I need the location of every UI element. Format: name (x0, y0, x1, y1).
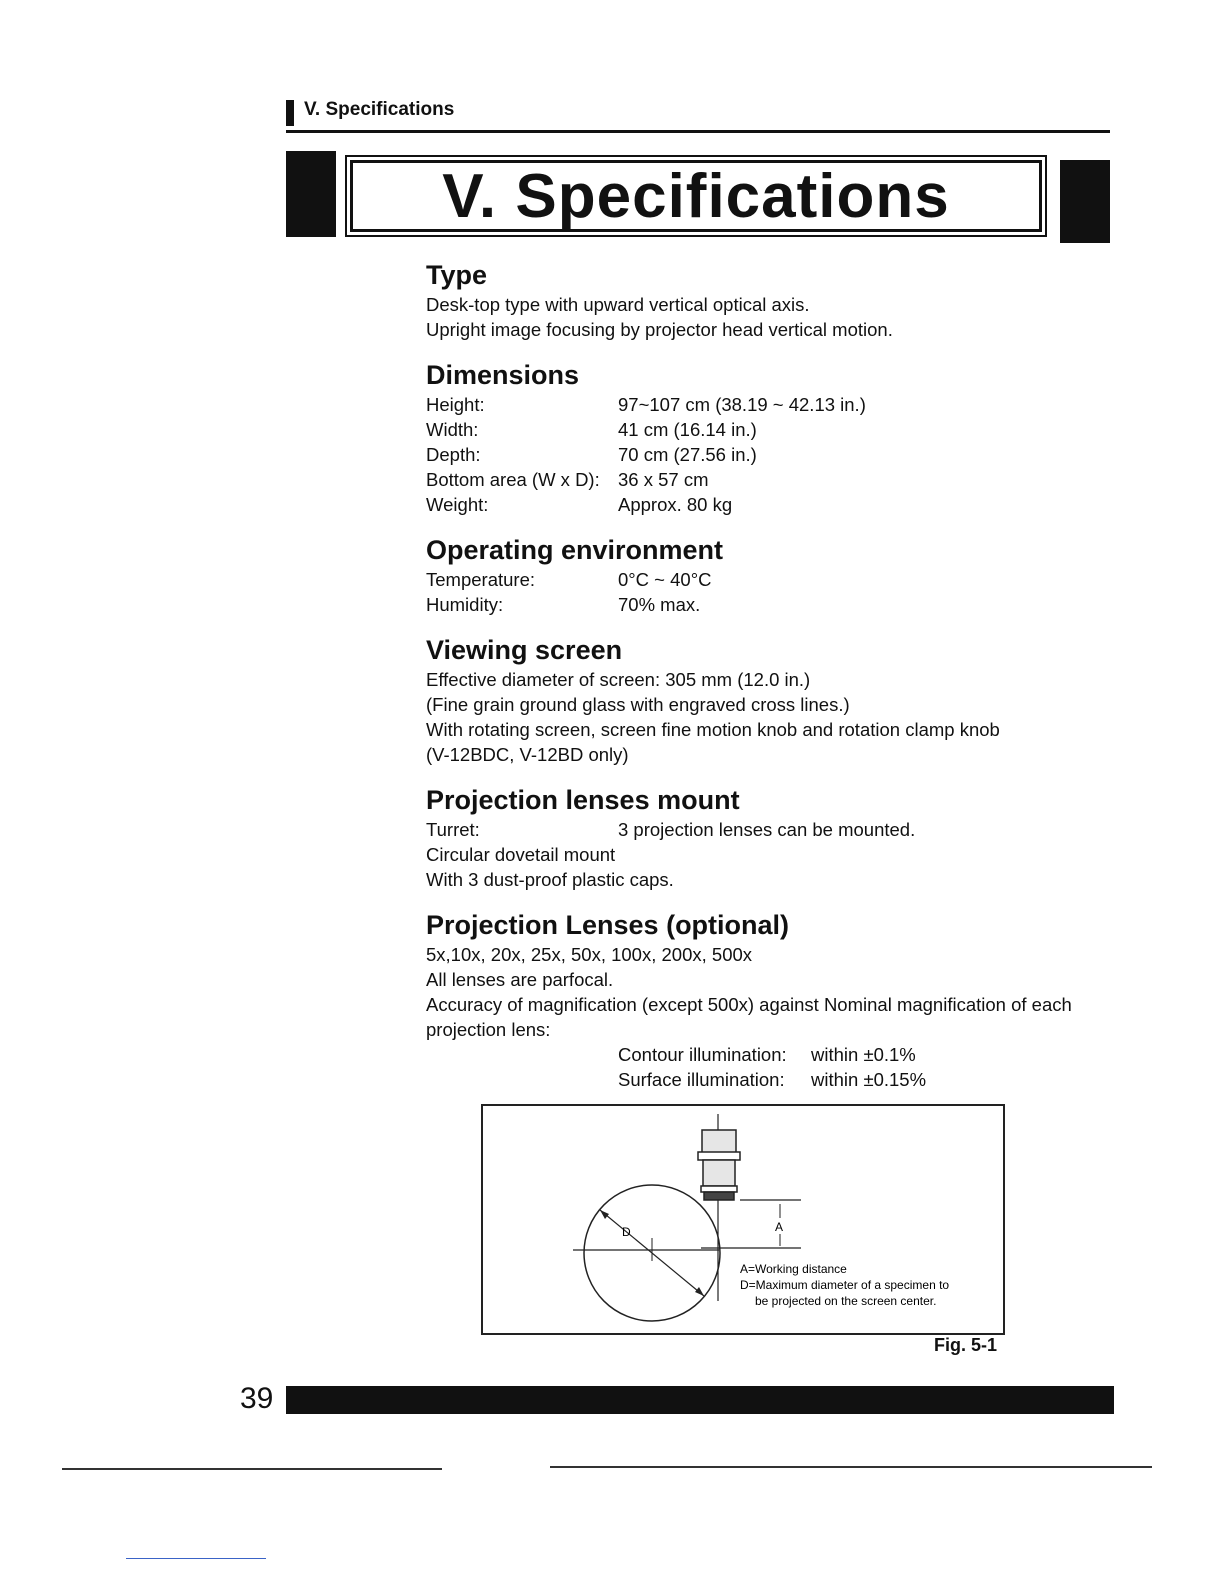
mount-line: With 3 dust-proof plastic caps. (426, 869, 674, 890)
scan-rule (62, 1468, 442, 1470)
spec-row (426, 492, 1126, 517)
section-operating-environment (426, 533, 1126, 617)
accuracy-row (426, 1042, 1126, 1067)
spec-value: 3 projection lenses can be mounted. (618, 819, 916, 840)
figure-working-distance (481, 1104, 1005, 1335)
label-a: A (775, 1220, 784, 1234)
section-dimensions (426, 358, 1126, 517)
spec-label: Bottom area (W x D): (426, 469, 600, 490)
spec-row (426, 592, 1126, 617)
running-header-rule (286, 130, 1110, 133)
spec-label: Depth: (426, 444, 481, 465)
running-header-marker (286, 100, 294, 126)
scan-rule (126, 1558, 266, 1559)
label-d: D (622, 1225, 631, 1239)
spec-row (426, 442, 1126, 467)
section-heading: Projection lenses mount (426, 785, 740, 815)
accuracy-label: Surface illumination: (618, 1069, 785, 1090)
spec-value: 70% max. (618, 594, 701, 615)
viewing-screen-line: With rotating screen, screen fine motion knob and rotation clamp knob (426, 719, 1000, 740)
section-projection-lenses (426, 908, 1126, 1092)
working-distance-diagram (483, 1106, 1003, 1333)
lenses-line: projection lens: (426, 1019, 551, 1040)
spec-label: Temperature: (426, 569, 535, 590)
spec-value: 36 x 57 cm (618, 469, 709, 490)
type-line: Desk-top type with upward vertical optical axis. (426, 294, 810, 315)
scan-rule (550, 1466, 1152, 1468)
lenses-line: 5x,10x, 20x, 25x, 50x, 100x, 200x, 500x (426, 944, 753, 965)
spec-row (426, 417, 1126, 442)
title-band-right-block (1060, 160, 1110, 243)
page-title: V. Specifications (442, 162, 950, 231)
lenses-line: Accuracy of magnification (except 500x) against Nominal magnification of each (426, 994, 1072, 1015)
lenses-line: All lenses are parfocal. (426, 969, 614, 990)
spec-value: 70 cm (27.56 in.) (618, 444, 757, 465)
section-type (426, 258, 1126, 342)
projection-lens-drawing (698, 1130, 740, 1200)
section-heading: Type (426, 260, 488, 290)
section-projection-lenses-mount (426, 783, 1126, 892)
spec-value: 41 cm (16.14 in.) (618, 419, 757, 440)
section-viewing-screen (426, 633, 1126, 767)
accuracy-row (426, 1067, 1126, 1092)
spec-value: 0°C ~ 40°C (618, 569, 712, 590)
accuracy-label: Contour illumination: (618, 1044, 787, 1065)
diameter-arrow-start (600, 1210, 609, 1219)
spec-row (426, 467, 1126, 492)
section-heading: Projection Lenses (optional) (426, 910, 790, 940)
legend-line: A=Working distance (740, 1262, 847, 1276)
legend-line: D=Maximum diameter of a specimen to (740, 1278, 950, 1292)
diameter-line (600, 1210, 704, 1296)
legend-line: be projected on the screen center. (755, 1294, 937, 1308)
figure-caption: Fig. 5-1 (934, 1335, 998, 1355)
viewing-screen-line: (V-12BDC, V-12BD only) (426, 744, 629, 765)
running-header-title: V. Specifications (304, 99, 455, 120)
mount-line: Circular dovetail mount (426, 844, 616, 865)
viewing-screen-line: (Fine grain ground glass with engraved cross lines.) (426, 694, 850, 715)
title-band-left-block (286, 151, 336, 237)
type-line: Upright image focusing by projector head vertical motion. (426, 319, 893, 340)
spec-row (426, 817, 1126, 842)
spec-label: Humidity: (426, 594, 504, 615)
footer-bar (286, 1386, 1114, 1414)
spec-value: 97~107 cm (38.19 ~ 42.13 in.) (618, 394, 866, 415)
diameter-arrow-end (695, 1287, 704, 1296)
section-heading: Viewing screen (426, 635, 623, 665)
spec-row (426, 567, 1126, 592)
spec-value: Approx. 80 kg (618, 494, 733, 515)
accuracy-value: within ±0.15% (811, 1069, 927, 1090)
section-heading: Dimensions (426, 360, 580, 390)
page-number: 39 (240, 1382, 274, 1415)
spec-label: Turret: (426, 819, 480, 840)
spec-row (426, 392, 1126, 417)
spec-content (426, 258, 1126, 1108)
spec-label: Width: (426, 419, 479, 440)
section-heading: Operating environment (426, 535, 724, 565)
spec-label: Height: (426, 394, 485, 415)
accuracy-value: within ±0.1% (811, 1044, 916, 1065)
viewing-screen-line: Effective diameter of screen: 305 mm (12.0 in.) (426, 669, 811, 690)
spec-label: Weight: (426, 494, 489, 515)
